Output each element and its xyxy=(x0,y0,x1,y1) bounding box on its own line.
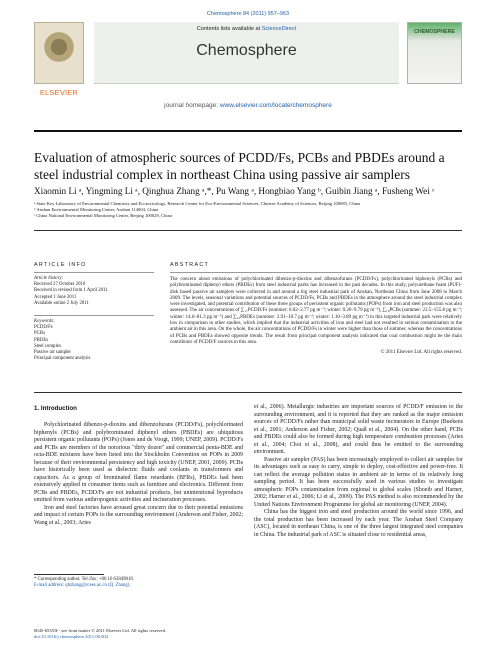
issn-line: 0045-6535/$ - see front matter © 2011 Elsevier Ltd. All rights reserved. xyxy=(34,628,167,633)
paragraph: Polychlorinated dibenzo-p-dioxins and dibenzofurans (PCDD/Fs), polychlorinated biphenyls (PCBs) and polybrominated diphenyl ethers (PBDEs) are ubiquitous persistent organic pollutants (POPs) (Jones and de Voogt, 1999; UNEP, 2009). PCDD/Fs and PCBs are members of the notorious "dirty dozen" and commercial penta-BDE and octa-BDE mixtures have been listed into the Stockholm Convention on POPs in 2009 because of their environmental persistency and high toxicity (UNEP, 2001, 2009). PCBs have historically been used as dielectric fluids and coolants in transformers and capacitors. As a group of brominated flame retardants (BFRs), PBDEs had been extensively applied in consumer items such as furniture and electronics. Different from PCBs and PBDEs, PCDD/Fs are not industrial products, but unintentional byproducts emitted from various anthropogenic activities and incineration processes. xyxy=(34,422,243,503)
author-list[interactable]: Xiaomin Li ᵃ, Yingming Li ᵃ, Qinghua Zhang ᵃ,*, Pu Wang ᵃ, Hongbiao Yang ᵇ, Guibin Jiang ᵃ, Fusheng Wei ᶜ xyxy=(34,186,435,196)
journal-homepage xyxy=(34,102,462,109)
keyword: PBDEs xyxy=(34,337,49,343)
history-accepted: Accepted 1 June 2011 xyxy=(34,294,77,300)
contents-banner xyxy=(94,22,399,84)
article-info xyxy=(34,262,154,362)
history-revised: Received in revised form 1 April 2011 xyxy=(34,288,108,294)
email-link[interactable]: E-mail address: qhzhang@rcees.ac.cn (Q. Zhang). xyxy=(34,583,131,589)
elsevier-logo[interactable] xyxy=(34,22,84,84)
footnote-divider xyxy=(34,574,104,575)
keywords-rule xyxy=(34,315,154,316)
paragraph: et al., 2006). Metallurgic industries are important sources of PCDD/F emission to the surrounding environment, and it is reported that they are ranked as the major emission sources of PCDD/Fs rather than municipal solid waste incinerators in Europe (Buekens et al., 2001; Anderson and Fisher, 2002; Quaß et al., 2004). On the other hand, PCBs and PBDEs could also be formed during high temperature combustion processes (Aries et al., 2004; Choi et al., 2008), and could thus be emitted to the surrounding environment. xyxy=(254,404,463,455)
affiliation-b: ᵇ Anshan Environmental Monitoring Center, Anshan 114004, China xyxy=(34,207,159,212)
affiliation-c: ᶜ China National Environmental Monitoring Center, Beijing 100029, China xyxy=(34,213,173,218)
journal-citation[interactable]: Chemosphere 84 (2011) 957–963 xyxy=(206,11,290,17)
keyword: Steel complex xyxy=(34,343,62,349)
paragraph: China has the biggest iron and steel production around the world since 1996, and the total production has been increased by each year. The Anshan Steel Company (ASC), located in northeast China, is one of the three largest integrated steel companies in China. The industrial park of ASC is situated close to residential areas, xyxy=(254,509,463,538)
keywords-label: Keywords: xyxy=(34,319,55,325)
cover-title: CHEMOSPHERE xyxy=(414,29,455,35)
body-right-column xyxy=(254,404,463,539)
history-received: Received 27 October 2010 xyxy=(34,282,86,288)
journal-cover-thumbnail[interactable] xyxy=(407,22,462,84)
affiliation-a: ᵃ State Key Laboratory of Environmental Chemistry and Ecotoxicology, Research Center for Eco-Environmental Sciences, Chinese Academy of Sciences, Beijing 100085, China xyxy=(34,201,361,206)
abstract-copyright: © 2011 Elsevier Ltd. All rights reserved. xyxy=(380,350,462,356)
keyword: PCBs xyxy=(34,331,45,337)
footnote xyxy=(34,577,244,589)
history-label: Article history: xyxy=(34,276,64,281)
homepage-link[interactable]: www.elsevier.com/locate/chemosphere xyxy=(219,102,332,109)
keyword: PCDD/Fs xyxy=(34,325,53,331)
abstract-bottom-divider xyxy=(34,392,462,393)
paragraph: Passive air sampler (PAS) has been increasingly employed to collect air samples for its advantages such as easy to carry, simple to deploy, cost-effective and power-free. It can reflect the average pollution status in ambient air in terms of its relatively long sampling period. It has been successfully used in various studies to investigate atmospheric POPs contamination from regional to global scales (Shoeib and Harner, 2002; Harner et al., 2006; Li et al., 2009). The PAS method is also recommended by the United Nations Environment Programme for global air monitoring (UNEP, 2004). xyxy=(254,456,463,508)
article-info-rule xyxy=(34,272,154,273)
abstract-heading: ABSTRACT xyxy=(170,262,210,268)
bottom-meta xyxy=(34,628,294,640)
journal-title: Chemosphere xyxy=(196,42,297,59)
tree-icon xyxy=(44,29,74,69)
keyword: Principal component analysis xyxy=(34,356,91,362)
abstract-rule xyxy=(170,272,462,273)
corresponding-author-note: * Corresponding author. Tel./fax: +86 10 62849818. xyxy=(34,577,134,582)
abstract-text: The concern about emissions of polychlorinated dibenzo-p-dioxins and dibenzofurans (PCDD/Fs), polychlorinated biphenyls (PCBs) and polybrominated diphenyl ethers (PBDEs) from steel industrial parks has increased in the past decades. In this study, polyurethane foam (PUF)-disk based passive air samplers were collected in and around a big steel industrial park of Anshan, Northeast China from June 2008 to March 2009. The levels, seasonal variations and potential sources of PCDD/Fs, PCBs and PBDEs in the atmosphere around the steel industrial complex were investigated, and potential contribution of these three groups of persistent organic pollutants (POPs) from iron and steel production was also assessed. The air concentrations of ∑₁₇PCDD/Fs (summer: 0.02–2.77 pg m⁻³; winter: 0.20–9.79 pg m⁻³), ∑₁₈PCBs (summer: 23.5–155.8 pg m⁻³; winter: 14.6–81.3 pg m⁻³) and ∑₁₃PBDEs (summer: 2.91–10.7 pg m⁻³; winter: 1.10–3.89 pg m⁻³) in this targeted industrial park were relatively low in comparison to other studies, which implied that the industrial activities of iron and steel had not resulted in serious contamination to the ambient air in this area. On the whole, the air concentrations of PCDD/Fs in winter were higher than those of summer, whereas the concentrations of PCBs and PBDEs showed opposite trends. The result from principal component analysis indicated that coal combustion might be the main contributor of PCDD/F sources in this area. xyxy=(170,277,462,345)
header-divider xyxy=(34,130,462,132)
body-left-column xyxy=(34,422,243,527)
contents-line xyxy=(94,26,399,32)
journal-masthead xyxy=(34,22,462,114)
doi-link[interactable]: doi:10.1016/j.chemosphere.2011.06.004 xyxy=(34,634,108,639)
section-heading: 1. Introduction xyxy=(34,405,77,412)
info-divider xyxy=(34,230,462,231)
abstract xyxy=(170,262,462,355)
sciencedirect-link[interactable]: ScienceDirect xyxy=(261,26,297,32)
history-online: Available online 2 July 2011 xyxy=(34,300,89,306)
paragraph: Iron and steel factories have aroused great concern due to their potential emissions and impact of certain POPs to the surrounding environment (Anderson and Fisher, 2002; Wang et al., 2003; Aries xyxy=(34,504,244,526)
article-info-heading: ARTICLE INFO xyxy=(34,262,87,268)
article-title: Evaluation of atmospheric sources of PCDD/Fs, PCBs and PBDEs around a steel industrial complex in northeast China using passive air samplers xyxy=(34,150,445,182)
publisher-name: ELSEVIER xyxy=(39,88,79,97)
keyword: Passive air sampler xyxy=(34,350,72,356)
contents-prefix: Contents lists available at xyxy=(196,26,262,32)
homepage-prefix: journal homepage: xyxy=(164,102,220,109)
